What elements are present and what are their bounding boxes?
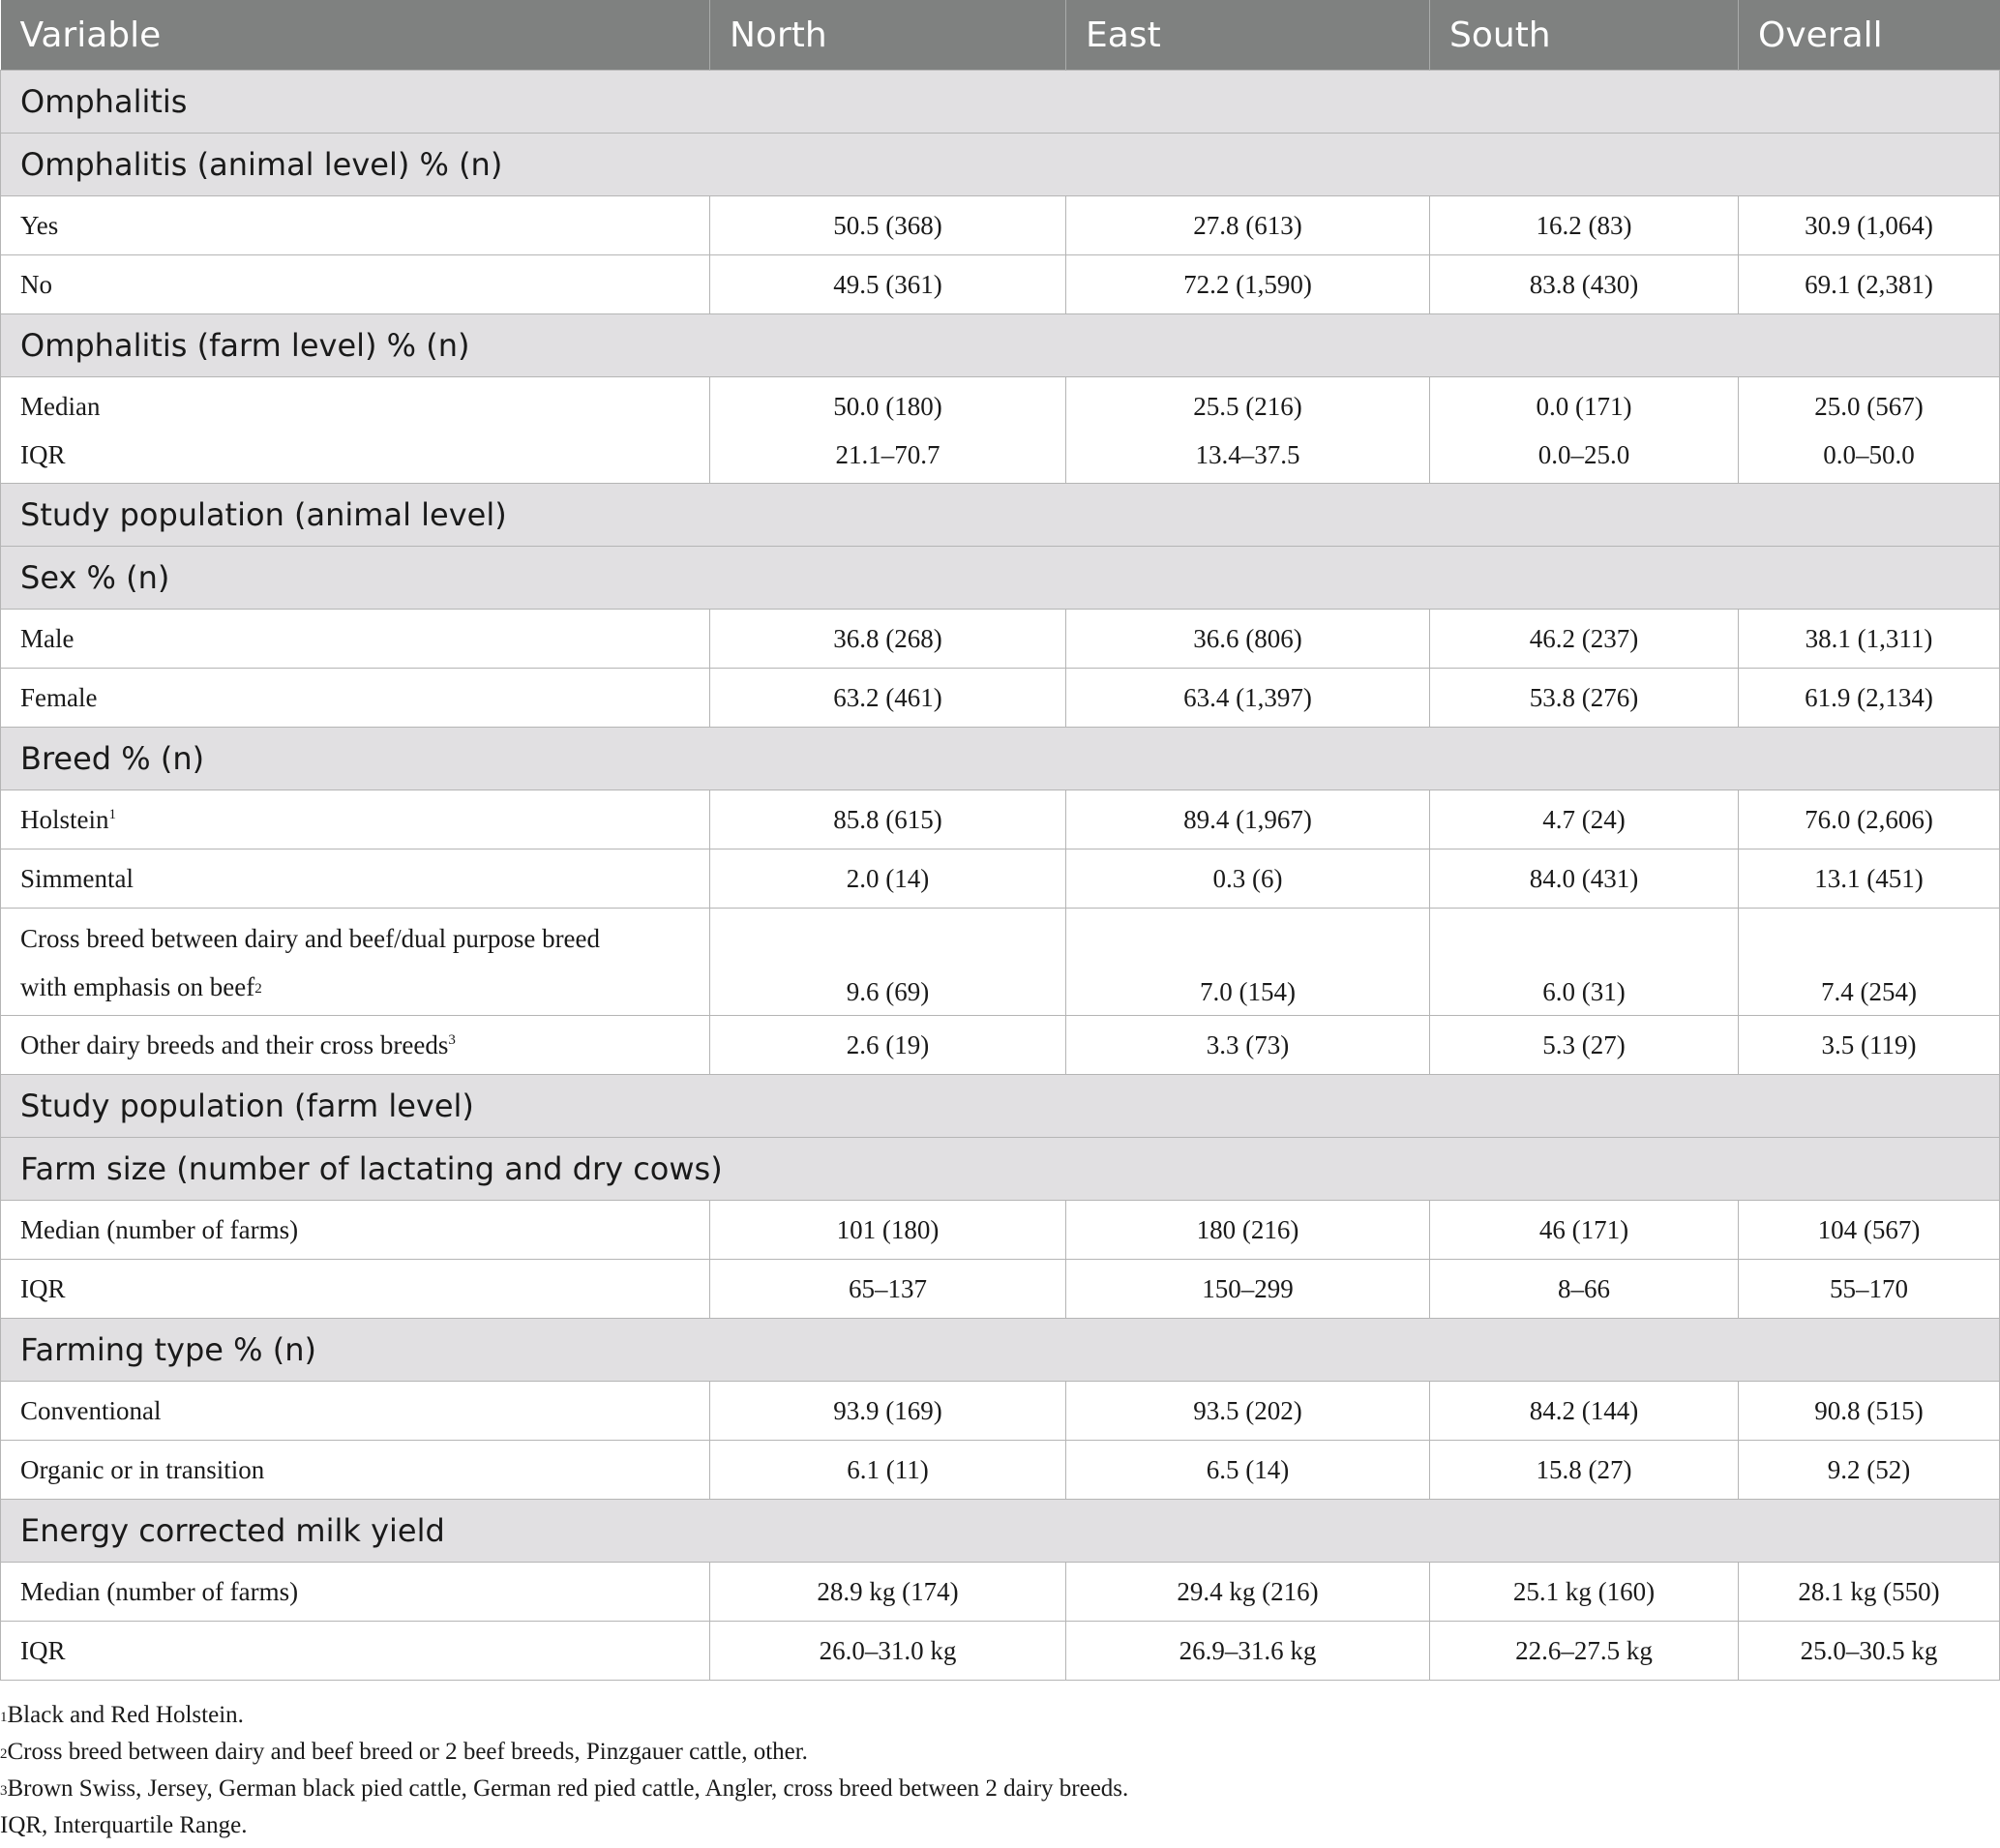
cell-overall: 55–170: [1739, 1260, 2000, 1319]
section-row: [1, 71, 2000, 134]
cell-overall: 28.1 kg (550): [1739, 1563, 2000, 1622]
table-row: [1, 1382, 2000, 1441]
table-row: [1, 1260, 2000, 1319]
cell-overall: 90.8 (515): [1739, 1382, 2000, 1441]
cell-east: 93.5 (202): [1066, 1382, 1430, 1441]
section-row: [1, 1319, 2000, 1382]
row-label: Median: [20, 391, 101, 421]
cell-south: [1430, 377, 1739, 484]
cell-north: [710, 377, 1066, 484]
row-label-line: Cross breed between dairy and beef/dual purpose breed: [20, 924, 601, 953]
section-row: [1, 1500, 2000, 1563]
header-row: [1, 0, 2000, 71]
cell-overall: 13.1 (451): [1739, 849, 2000, 909]
row-label-text: Other dairy breeds and their cross breeds: [20, 1029, 449, 1059]
table-row: [1, 377, 2000, 484]
cell-overall: 30.9 (1,064): [1739, 196, 2000, 255]
cell-overall: 38.1 (1,311): [1739, 610, 2000, 669]
row-label-text: Holstein: [20, 804, 109, 834]
table-row: [1, 849, 2000, 909]
row-label: No: [1, 255, 710, 314]
section-row: [1, 728, 2000, 790]
cell-south: 84.0 (431): [1430, 849, 1739, 909]
footnote-2: [0, 1734, 1128, 1771]
cell-east: 63.4 (1,397): [1066, 669, 1430, 728]
cell-north: 65–137: [710, 1260, 1066, 1319]
row-label: [1, 1016, 710, 1075]
section-row: [1, 134, 2000, 196]
footnote-text: Cross breed between dairy and beef breed or 2 beef breeds, Pinzgauer cattle, other.: [7, 1739, 808, 1765]
cell-east: 36.6 (806): [1066, 610, 1430, 669]
section-row: [1, 1075, 2000, 1138]
cell-north: 28.9 kg (174): [710, 1563, 1066, 1622]
footnote-mark: 3: [0, 1783, 8, 1799]
cell-value: 13.4–37.5: [1195, 439, 1300, 469]
cell-overall: 9.2 (52): [1739, 1441, 2000, 1500]
cell-south: 4.7 (24): [1430, 790, 1739, 849]
row-label-line: [20, 963, 709, 1011]
cell-north: 49.5 (361): [710, 255, 1066, 314]
cell-overall: 61.9 (2,134): [1739, 669, 2000, 728]
footnotes: [0, 1697, 1128, 1844]
section-study-farm: Study population (farm level): [1, 1075, 2000, 1138]
row-label: Male: [1, 610, 710, 669]
header-overall: Overall: [1739, 0, 2000, 71]
cell-overall: 104 (567): [1739, 1201, 2000, 1260]
row-label: [1, 790, 710, 849]
cell-overall: 69.1 (2,381): [1739, 255, 2000, 314]
footnote-mark: 2: [0, 1746, 8, 1762]
footnote-mark: 2: [254, 981, 262, 997]
section-study-animal: Study population (animal level): [1, 484, 2000, 547]
table-row: [1, 1016, 2000, 1075]
footnote-text: Black and Red Holstein.: [7, 1702, 244, 1728]
table-row: [1, 909, 2000, 1016]
cell-overall: 76.0 (2,606): [1739, 790, 2000, 849]
cell-overall: 25.0–30.5 kg: [1739, 1622, 2000, 1681]
cell-north: 36.8 (268): [710, 610, 1066, 669]
footnote-text: Brown Swiss, Jersey, German black pied cattle, German red pied cattle, Angler, cross breed between 2 dairy breeds.: [7, 1775, 1129, 1802]
section-row: [1, 1138, 2000, 1201]
header-north: North: [710, 0, 1066, 71]
footnote-mark: 1: [0, 1710, 8, 1725]
cell-south: 83.8 (430): [1430, 255, 1739, 314]
section-omphalitis: Omphalitis: [1, 71, 2000, 134]
header-south: South: [1430, 0, 1739, 71]
section-farm-size: Farm size (number of lactating and dry cows): [1, 1138, 2000, 1201]
footnote-mark: 3: [448, 1031, 456, 1048]
cell-value: 25.0 (567): [1814, 391, 1924, 421]
cell-north: 50.5 (368): [710, 196, 1066, 255]
cell-south: 25.1 kg (160): [1430, 1563, 1739, 1622]
cell-north: 63.2 (461): [710, 669, 1066, 728]
table-row: [1, 196, 2000, 255]
cell-south: 84.2 (144): [1430, 1382, 1739, 1441]
cell-north: 93.9 (169): [710, 1382, 1066, 1441]
footnote-mark: 1: [108, 806, 116, 822]
cell-north: 2.0 (14): [710, 849, 1066, 909]
section-omphalitis-farm: Omphalitis (farm level) % (n): [1, 314, 2000, 377]
cell-east: 3.3 (73): [1066, 1016, 1430, 1075]
section-ecm: Energy corrected milk yield: [1, 1500, 2000, 1563]
section-row: [1, 314, 2000, 377]
section-breed: Breed % (n): [1, 728, 2000, 790]
cell-north: 85.8 (615): [710, 790, 1066, 849]
row-label: IQR: [1, 1622, 710, 1681]
table-row: [1, 1441, 2000, 1500]
row-label: Yes: [1, 196, 710, 255]
cell-north: 6.1 (11): [710, 1441, 1066, 1500]
row-label: IQR: [1, 1260, 710, 1319]
cell-east: [1066, 377, 1430, 484]
cell-value: 0.0–25.0: [1537, 439, 1630, 469]
cell-north: 26.0–31.0 kg: [710, 1622, 1066, 1681]
cell-value: 21.1–70.7: [835, 439, 940, 469]
cell-south: 6.0 (31): [1430, 909, 1739, 1016]
cell-south: 5.3 (27): [1430, 1016, 1739, 1075]
cell-south: 15.8 (27): [1430, 1441, 1739, 1500]
footnote-3: [0, 1771, 1128, 1807]
section-sex: Sex % (n): [1, 547, 2000, 610]
cell-overall: 7.4 (254): [1739, 909, 2000, 1016]
row-label: Simmental: [1, 849, 710, 909]
section-row: [1, 484, 2000, 547]
footnote-abbreviation: IQR, Interquartile Range.: [0, 1812, 248, 1838]
table-row: [1, 669, 2000, 728]
cell-south: 22.6–27.5 kg: [1430, 1622, 1739, 1681]
section-omphalitis-animal: Omphalitis (animal level) % (n): [1, 134, 2000, 196]
cell-overall: [1739, 377, 2000, 484]
row-label: Organic or in transition: [1, 1441, 710, 1500]
cell-value: 0.0 (171): [1536, 391, 1632, 421]
cell-value: 0.0–50.0: [1823, 439, 1915, 469]
cell-east: 89.4 (1,967): [1066, 790, 1430, 849]
cell-south: 53.8 (276): [1430, 669, 1739, 728]
cell-value: 50.0 (180): [833, 391, 942, 421]
cell-east: 0.3 (6): [1066, 849, 1430, 909]
cell-overall: 3.5 (119): [1739, 1016, 2000, 1075]
cell-east: 29.4 kg (216): [1066, 1563, 1430, 1622]
cell-south: 8–66: [1430, 1260, 1739, 1319]
row-label: [1, 909, 710, 1016]
cell-south: 46.2 (237): [1430, 610, 1739, 669]
table-row: [1, 610, 2000, 669]
cell-east: 150–299: [1066, 1260, 1430, 1319]
table-row: [1, 1622, 2000, 1681]
cell-east: 26.9–31.6 kg: [1066, 1622, 1430, 1681]
row-label: Conventional: [1, 1382, 710, 1441]
table-row: [1, 1563, 2000, 1622]
cell-east: 180 (216): [1066, 1201, 1430, 1260]
row-label-stack: [1, 377, 710, 484]
cell-south: 16.2 (83): [1430, 196, 1739, 255]
table-row: [1, 255, 2000, 314]
cell-east: 27.8 (613): [1066, 196, 1430, 255]
footnote-1: [0, 1697, 1128, 1734]
row-label: Female: [1, 669, 710, 728]
header-variable: Variable: [1, 0, 710, 71]
cell-east: 6.5 (14): [1066, 1441, 1430, 1500]
row-label: IQR: [20, 439, 66, 469]
cell-north: 9.6 (69): [710, 909, 1066, 1016]
row-label: Median (number of farms): [1, 1563, 710, 1622]
table-row: [1, 790, 2000, 849]
cell-north: 2.6 (19): [710, 1016, 1066, 1075]
row-label-text: with emphasis on beef: [20, 972, 255, 1001]
table-row: [1, 1201, 2000, 1260]
cell-south: 46 (171): [1430, 1201, 1739, 1260]
cell-north: 101 (180): [710, 1201, 1066, 1260]
cell-value: 25.5 (216): [1193, 391, 1302, 421]
header-east: East: [1066, 0, 1430, 71]
cell-east: 7.0 (154): [1066, 909, 1430, 1016]
row-label: Median (number of farms): [1, 1201, 710, 1260]
section-farming-type: Farming type % (n): [1, 1319, 2000, 1382]
cell-east: 72.2 (1,590): [1066, 255, 1430, 314]
section-row: [1, 547, 2000, 610]
